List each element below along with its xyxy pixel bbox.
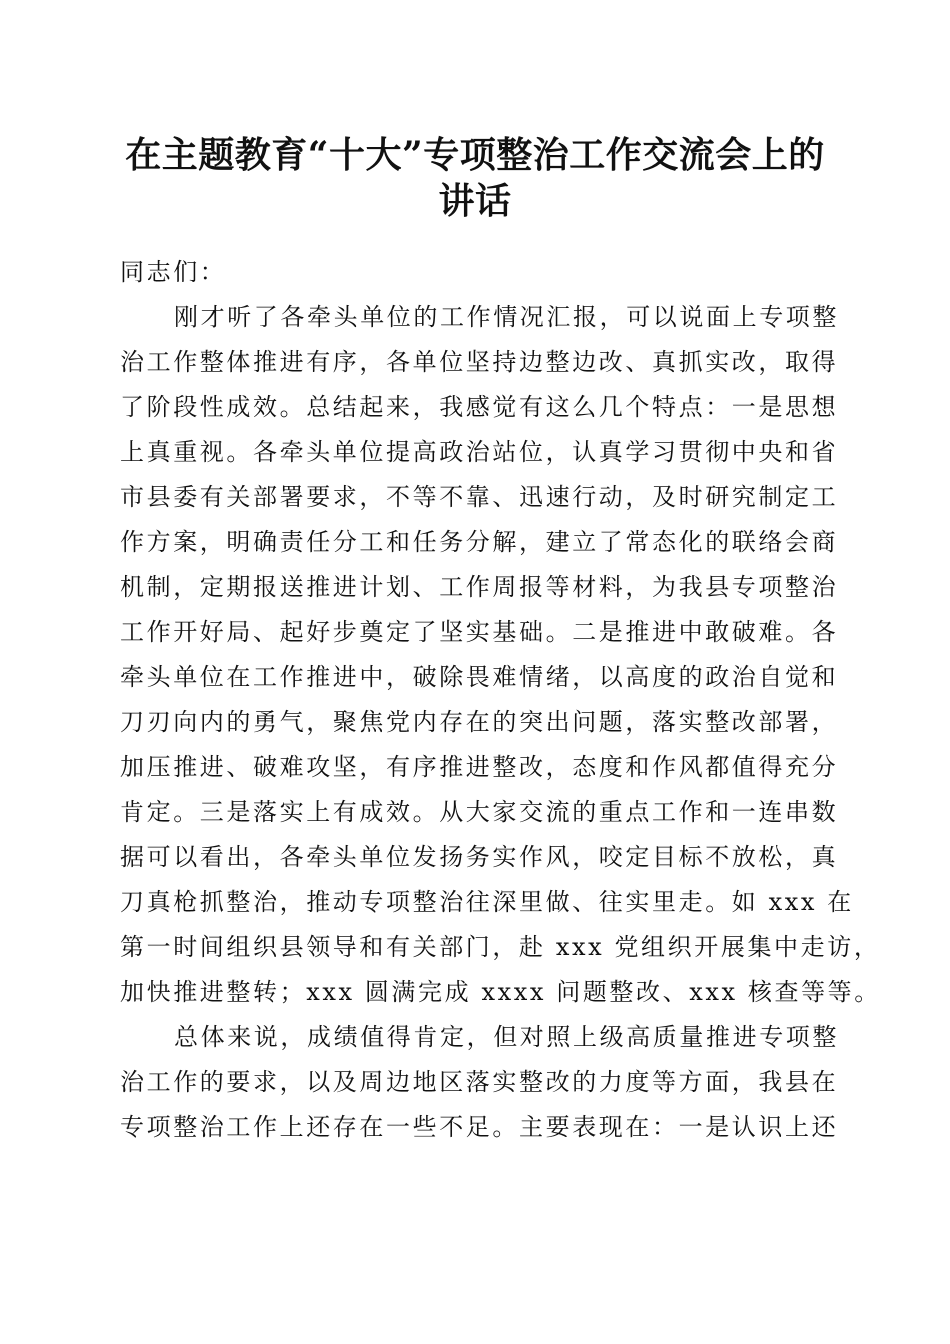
paragraph-1-line: 了阶段性成效。总结起来，我感觉有这么几个特点：一是思想 <box>120 393 839 421</box>
document-title <box>90 132 860 224</box>
document-body <box>120 250 881 1150</box>
title-line-2: 讲话 <box>438 180 512 222</box>
paragraph-1-line: 治工作整体推进有序，各单位坚持边整边改、真抓实改，取得 <box>120 348 839 376</box>
paragraph-1-line: 市县委有关部署要求，不等不靠、迅速行动，及时研究制定工 <box>120 483 839 511</box>
paragraph-1-line: 刀刃向内的勇气，聚焦党内存在的突出问题，落实整改部署， <box>120 708 839 736</box>
title-line-1: 在主题教育“十大”专项整治工作交流会上的 <box>125 134 825 176</box>
paragraph-1-line: 机制，定期报送推进计划、工作周报等材料，为我县专项整治 <box>120 573 839 601</box>
paragraph-1-line: 牵头单位在工作推进中，破除畏难情绪，以高度的政治自觉和 <box>120 663 839 691</box>
paragraph-1-line: 加快推进整转；xxx 圆满完成 xxxx 问题整改、xxx 核查等等。 <box>120 978 881 1006</box>
paragraph-1-line: 刀真枪抓整治，推动专项整治往深里做、往实里走。如 xxx 在 <box>120 888 854 916</box>
paragraph-1-line: 加压推进、破难攻坚，有序推进整改，态度和作风都值得充分 <box>120 753 839 781</box>
paragraph-2-line: 总体来说，成绩值得肯定，但对照上级高质量推进专项整 <box>174 1023 839 1051</box>
paragraph-1-line: 肯定。三是落实上有成效。从大家交流的重点工作和一连串数 <box>120 798 839 826</box>
paragraph-1-line: 作方案，明确责任分工和任务分解，建立了常态化的联络会商 <box>120 528 839 556</box>
paragraph-2-line: 治工作的要求，以及周边地区落实整改的力度等方面，我县在 <box>120 1068 839 1096</box>
greeting: 同志们： <box>120 258 227 286</box>
paragraph-1-line: 第一时间组织县领导和有关部门，赴 xxx 党组织开展集中走访， <box>120 933 881 961</box>
paragraph-1-line: 工作开好局、起好步奠定了坚实基础。二是推进中敢破难。各 <box>120 618 839 646</box>
paragraph-1-line: 刚才听了各牵头单位的工作情况汇报，可以说面上专项整 <box>174 303 839 331</box>
paragraph-1-line: 上真重视。各牵头单位提高政治站位，认真学习贯彻中央和省 <box>120 438 839 466</box>
paragraph-1-line: 据可以看出，各牵头单位发扬务实作风，咬定目标不放松，真 <box>120 843 839 871</box>
paragraph-2-line: 专项整治工作上还存在一些不足。主要表现在：一是认识上还 <box>120 1113 839 1141</box>
